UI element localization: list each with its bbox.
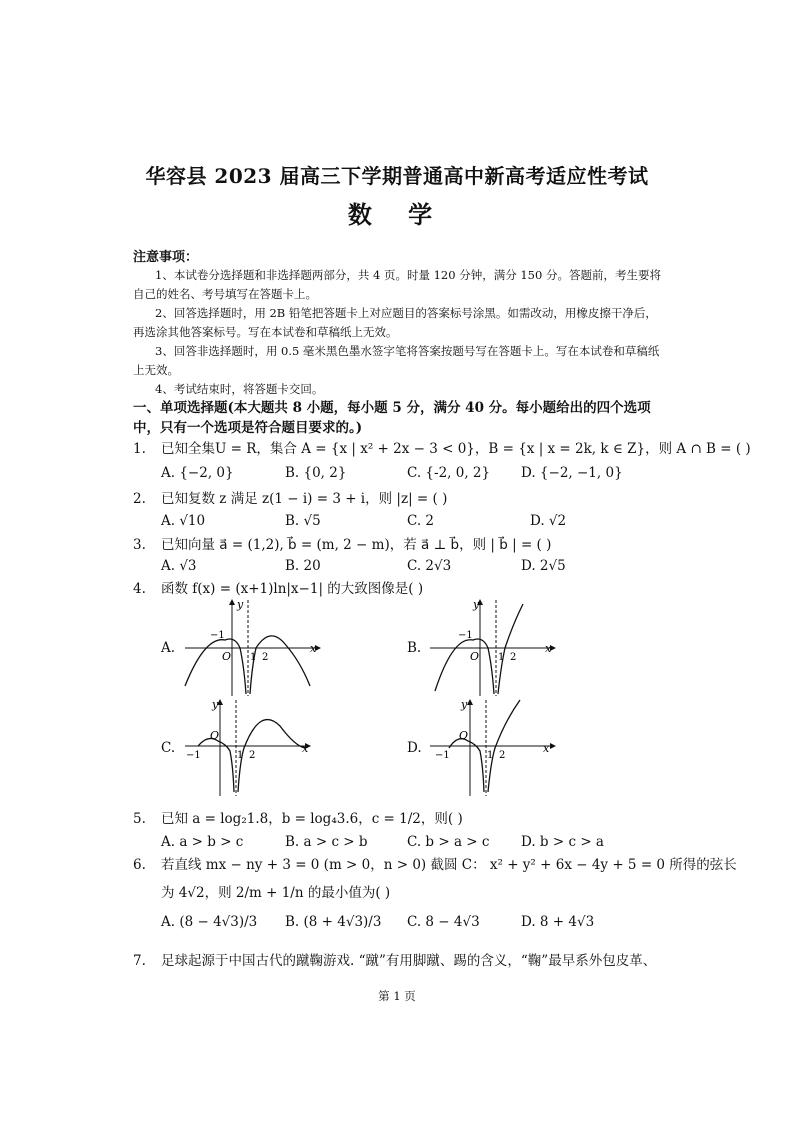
subject-title: 数 学 bbox=[347, 200, 447, 229]
graph-d bbox=[425, 696, 560, 798]
tick-label: −1 bbox=[210, 630, 225, 641]
q2-option-b: B. √5 bbox=[285, 513, 321, 529]
tick-label: 1 bbox=[487, 750, 494, 761]
q6-option-c: C. 8 − 4√3 bbox=[407, 914, 480, 930]
question-stem: 若直线 mx − ny + 3 = 0 (m > 0，n > 0) 截圆 C： x² + y² + 6x − 4y + 5 = 0 所得的弦长 bbox=[161, 857, 737, 873]
question-2 bbox=[133, 490, 447, 508]
question-3 bbox=[133, 536, 551, 554]
question-6-line-2: 为 4√2，则 2/m + 1/n 的最小值为( ) bbox=[161, 885, 391, 901]
graph-a bbox=[180, 596, 325, 698]
question-stem: 函数 f(x) = (x+1)ln|x−1| 的大致图像是( ) bbox=[161, 581, 424, 597]
q3-option-a: A. √3 bbox=[161, 558, 197, 574]
q1-option-b: B. {0, 2} bbox=[285, 465, 347, 481]
question-stem: 已知复数 z 满足 z(1 − i) = 3 + i，则 |z| = ( ) bbox=[161, 491, 448, 507]
tick-label: 2 bbox=[249, 750, 256, 761]
q1-option-c: C. {-2, 0, 2} bbox=[407, 465, 491, 481]
tick-label: 1 bbox=[237, 750, 244, 761]
q4-option-b: B. bbox=[407, 640, 422, 656]
y-axis-label: y bbox=[212, 698, 219, 711]
tick-label: 1 bbox=[498, 652, 505, 663]
tick-label: −1 bbox=[458, 630, 473, 641]
question-number: 2. bbox=[133, 491, 146, 507]
q1-option-d: D. {−2, −1, 0} bbox=[521, 465, 623, 481]
q3-option-d: D. 2√5 bbox=[521, 558, 566, 574]
notice-item-1: 1、本试卷分选择题和非选择题两部分，共 4 页。时量 120 分钟，满分 150 分。答题前，考生要将自己的姓名、考号填写在答题卡上。 bbox=[133, 268, 661, 301]
q6-option-b: B. (8 + 4√3)/3 bbox=[285, 914, 382, 930]
q4-option-c: C. bbox=[161, 740, 176, 756]
question-stem: 已知 a = log₂1.8，b = log₄3.6，c = 1/2，则( ) bbox=[161, 811, 463, 827]
q5-option-d: D. b > c > a bbox=[521, 834, 604, 850]
x-axis-label: x bbox=[310, 642, 317, 655]
q4-option-a: A. bbox=[161, 640, 176, 656]
graph-c bbox=[180, 696, 315, 798]
tick-label: 2 bbox=[499, 750, 506, 761]
q3-option-c: C. 2√3 bbox=[407, 558, 452, 574]
section-heading: 一、单项选择题(本大题共 8 小题，每小题 5 分，满分 40 分。每小题给出的四个选项中，只有一个选项是符合题目要求的。) bbox=[133, 400, 651, 436]
origin-label: O bbox=[210, 729, 220, 742]
question-number: 6. bbox=[133, 857, 146, 873]
tick-label: −1 bbox=[186, 750, 201, 761]
exam-title: 华容县 2023 届高三下学期普通高中新高考适应性考试 bbox=[145, 164, 649, 188]
question-5 bbox=[133, 810, 463, 828]
tick-label: −1 bbox=[435, 750, 450, 761]
q6-option-a: A. (8 − 4√3)/3 bbox=[161, 914, 258, 930]
question-stem: 已知全集U = R，集合 A = {x | x² + 2x − 3 < 0}，B = {x | x = 2k, k ∈ Z}，则 A ∩ B = ( ) bbox=[161, 441, 751, 457]
tick-label: 2 bbox=[510, 652, 517, 663]
tick-label: 2 bbox=[262, 652, 269, 663]
notice-item-2: 2、回答选择题时，用 2B 铅笔把答题卡上对应题目的答案标号涂黑。如需改动，用橡皮擦干净后，再选涂其他答案标号。写在本试卷和草稿纸上无效。 bbox=[133, 306, 657, 339]
q4-option-d: D. bbox=[407, 740, 422, 756]
q6-option-d: D. 8 + 4√3 bbox=[521, 914, 595, 930]
question-1 bbox=[133, 440, 751, 458]
y-axis-label: y bbox=[461, 698, 468, 711]
x-axis-label: x bbox=[545, 642, 552, 655]
q5-option-c: C. b > a > c bbox=[407, 834, 490, 850]
question-number: 3. bbox=[133, 537, 146, 553]
y-axis-label: y bbox=[237, 598, 244, 611]
question-number: 7. bbox=[133, 953, 146, 969]
q5-option-b: B. a > c > b bbox=[285, 834, 368, 850]
question-number: 5. bbox=[133, 811, 146, 827]
x-axis-label: x bbox=[543, 742, 550, 755]
origin-label: O bbox=[459, 729, 469, 742]
notice-item-3: 3、回答非选择题时，用 0.5 毫米黑色墨水签字笔将答案按题号写在答题卡上。写在本试卷和草稿纸上无效。 bbox=[133, 344, 660, 377]
graph-b bbox=[425, 596, 560, 698]
y-axis-label: y bbox=[473, 598, 480, 611]
origin-label: O bbox=[470, 650, 480, 663]
x-axis-label: x bbox=[302, 742, 309, 755]
notice-item-4: 4、考试结束时，将答题卡交回。 bbox=[155, 382, 324, 396]
question-stem: 足球起源于中国古代的蹴鞠游戏. “蹴”有用脚蹴、踢的含义，“鞠”最早系外包皮革、 bbox=[161, 953, 657, 969]
question-6 bbox=[133, 856, 737, 874]
notice-heading: 注意事项： bbox=[133, 250, 199, 265]
question-number: 4. bbox=[133, 581, 146, 597]
q2-option-c: C. 2 bbox=[407, 513, 435, 529]
question-stem: 已知向量 a⃗ = (1,2), b⃗ = (m, 2 − m)，若 a⃗ ⊥ b⃗，则 | b⃗ | = ( ) bbox=[161, 537, 552, 553]
question-7 bbox=[133, 952, 656, 970]
q3-option-b: B. 20 bbox=[285, 558, 321, 574]
page-footer: 第 1 页 bbox=[378, 989, 416, 1003]
question-number: 1. bbox=[133, 441, 146, 457]
q5-option-a: A. a > b > c bbox=[161, 834, 244, 850]
q2-option-d: D. √2 bbox=[530, 513, 567, 529]
q2-option-a: A. √10 bbox=[161, 513, 206, 529]
q1-option-a: A. {−2, 0} bbox=[161, 465, 234, 481]
tick-label: 1 bbox=[250, 652, 257, 663]
origin-label: O bbox=[222, 650, 232, 663]
